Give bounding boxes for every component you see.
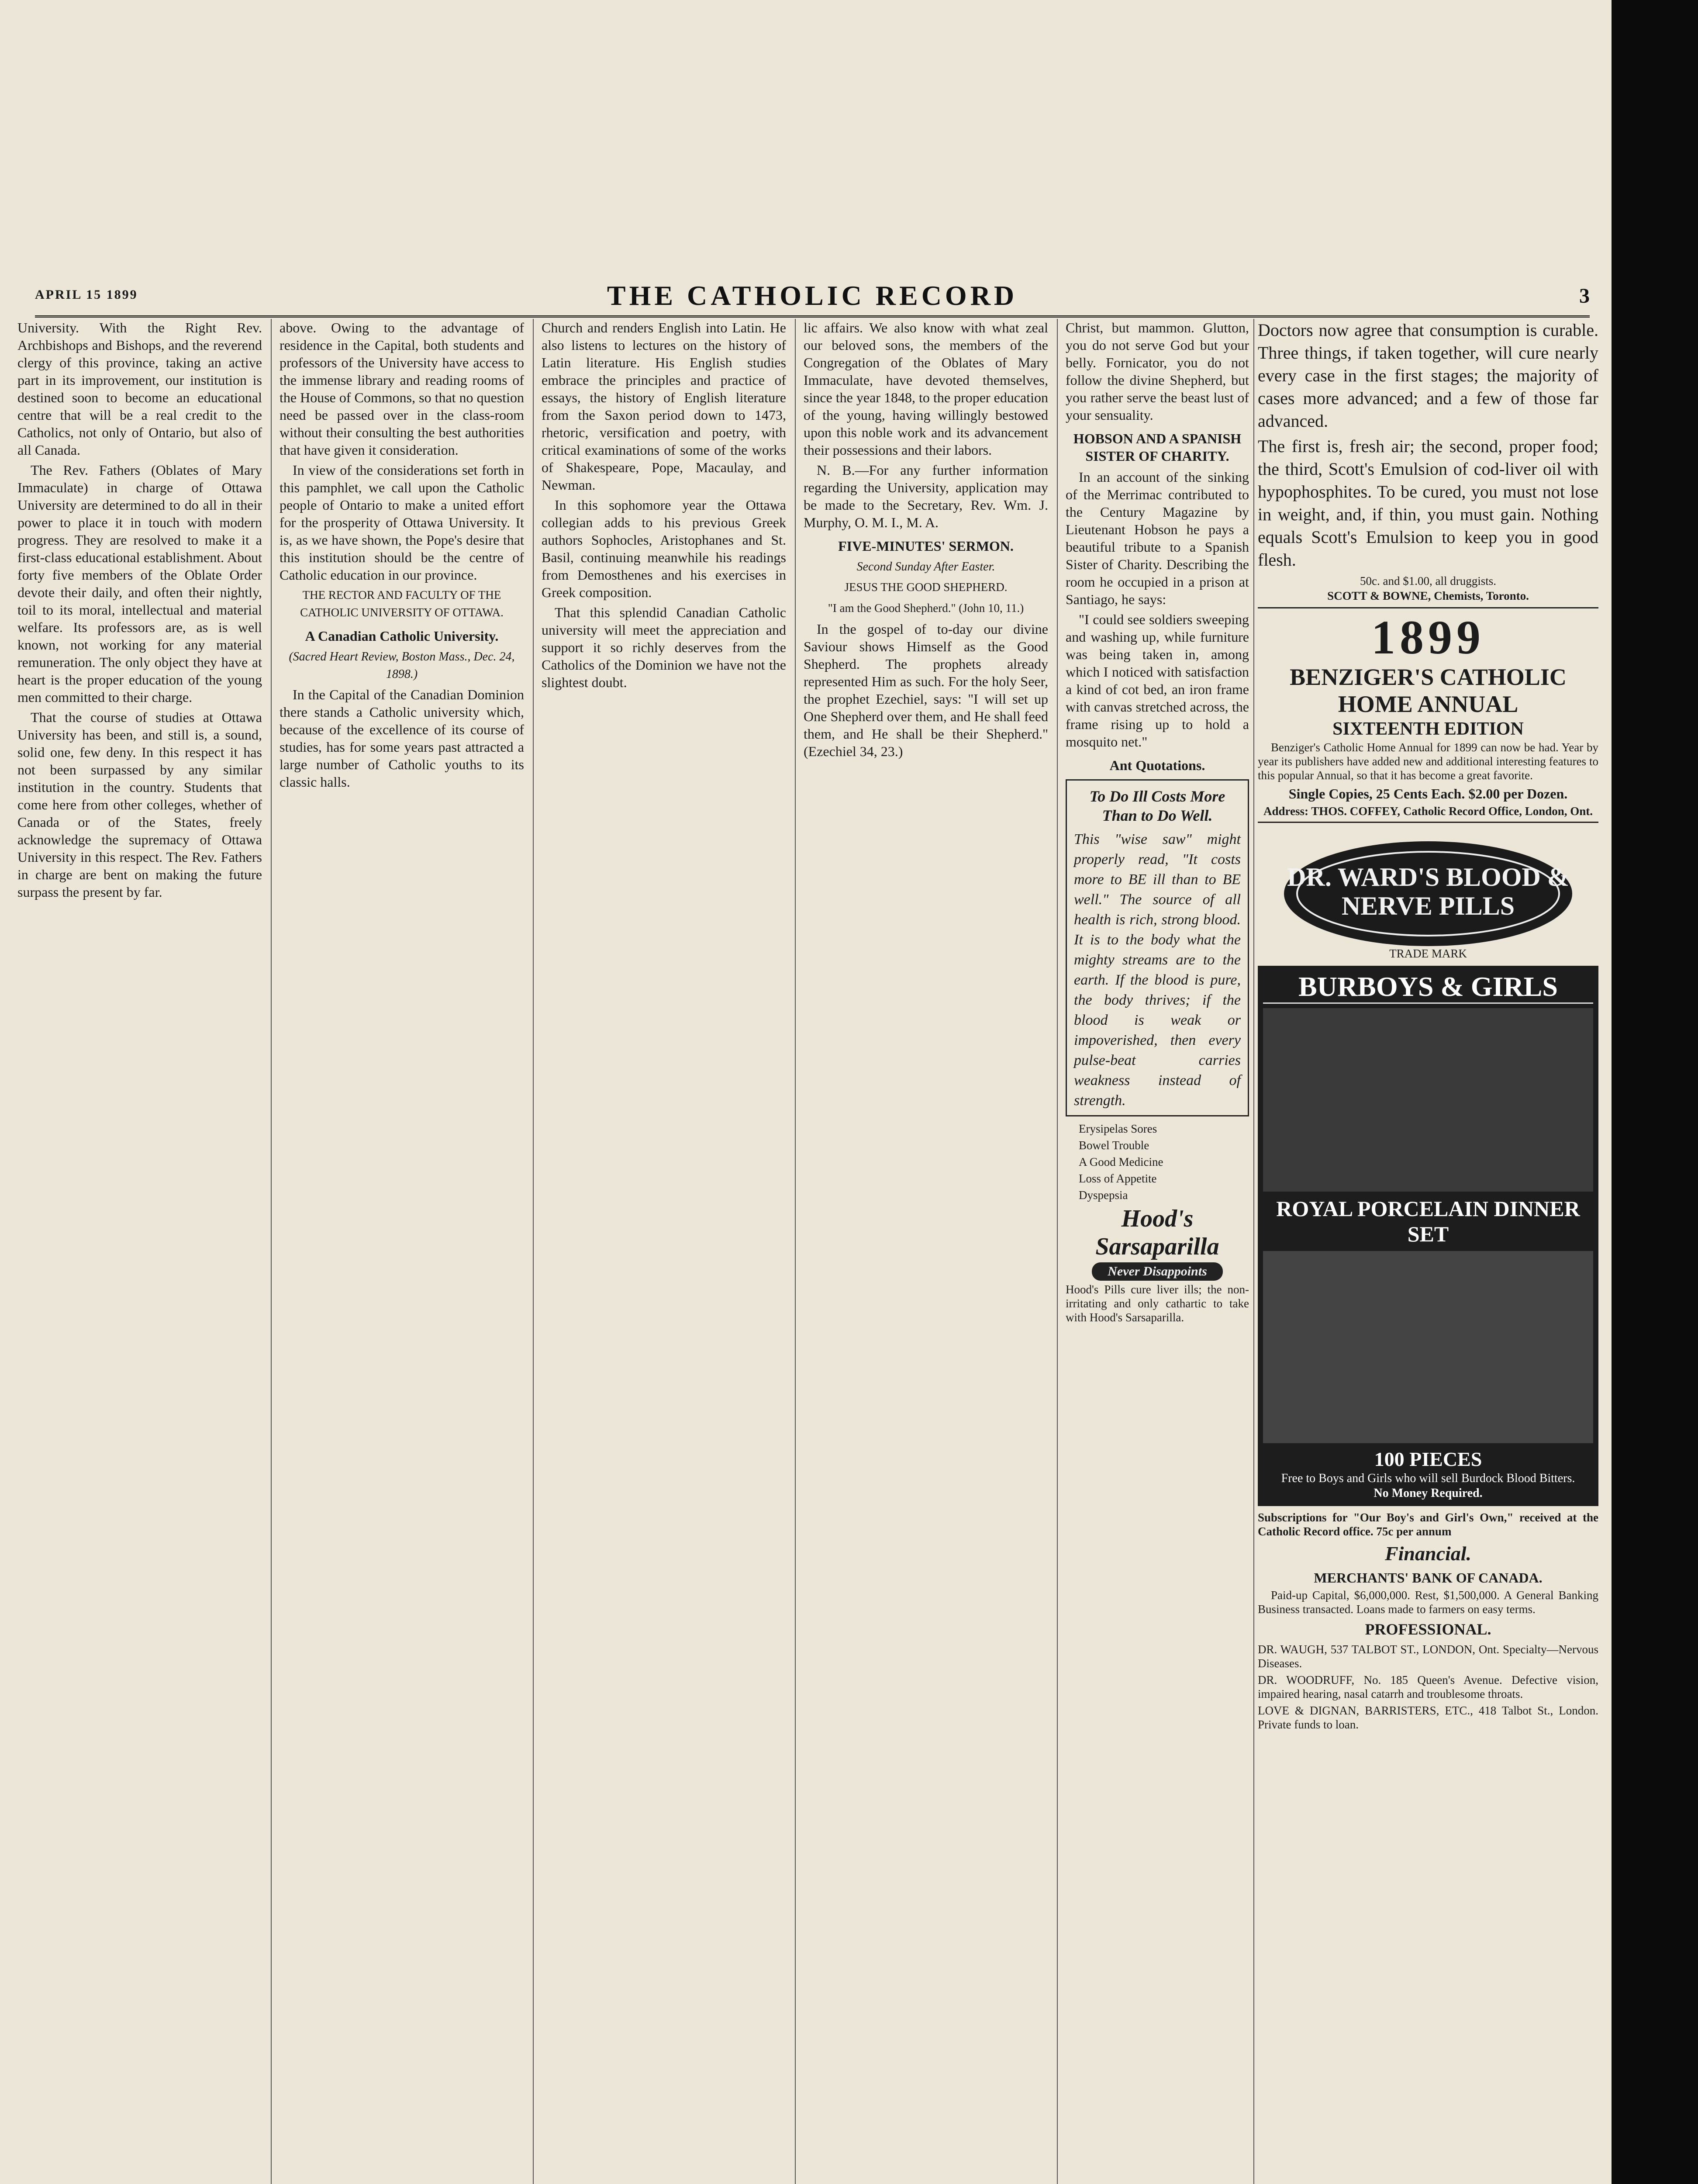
pills-trade-mark: TRADE MARK [1389, 947, 1467, 960]
ad-footnote: Hood's Pills cure liver ills; the non-irritating and only cathartic to take with Hood's Sarsaparilla. [1066, 1283, 1249, 1324]
testimonial-heading: Bowel Trouble [1079, 1139, 1149, 1152]
masthead-title: THE CATHOLIC RECORD [607, 280, 1018, 311]
article-paragraph: The Rev. Fathers (Oblates of Mary Immaculate) in charge of Ottawa University are determined to do all in their power to place it in touch with modern progress. They are resolved to make it a first-class educational establishment. About forty five members of the Oblate Order devote their daily, and often their nightly, toil to its moral, intellectual and material welfare. Its professors are, as is well known, not working for any material remuneration. The only object they have at heart is the proper education of the young men committed to their charge. [17, 462, 262, 705]
column-2 [280, 319, 524, 2184]
subscriptions-notice: Subscriptions for "Our Boy's and Girl's Own," received at the Catholic Record office. 75c per annum [1258, 1511, 1598, 1538]
article-paragraph: In an account of the sinking of the Merrimac contributed to the Century Magazine by Lieutenant Hobson he pays a beautiful tribute to a Spanish Sister of Charity. Describing the room he occupied in a prison at Santiago, he says: [1066, 469, 1249, 607]
column-3 [542, 319, 786, 2184]
bank-text: Paid-up Capital, $6,000,000. Rest, $1,500,000. A General Banking Business transacted. Loans made to farmers on easy terms. [1258, 1589, 1598, 1616]
dinner-set-dishes-illustration [1263, 1251, 1593, 1443]
scotts-emulsion-ad-lead: Doctors now agree that consumption is curable. Three things, if taken together, will cure nearly every case in the first stages; the majority of cases more advanced; and a few of those far advanced. [1258, 320, 1598, 431]
annual-edition: SIXTEENTH EDITION [1332, 719, 1524, 739]
article-signature: THE RECTOR AND FACULTY OF THE CATHOLIC UNIVERSITY OF OTTAWA. [300, 588, 504, 619]
professional-listing: LOVE & DIGNAN, BARRISTERS, ETC., 418 Talbot St., London. Private funds to loan. [1258, 1704, 1598, 1731]
dinner-set-title: ROYAL PORCELAIN DINNER SET [1276, 1196, 1580, 1246]
article-heading: FIVE-MINUTES' SERMON. [838, 538, 1014, 554]
professional-heading: PROFESSIONAL. [1365, 1621, 1491, 1638]
article-paragraph: above. Owing to the advantage of residence in the Capital, both students and professors of the University have access to the immense library and reading rooms of the House of Commons, so that no question need be passed over in the class-room without their consulting the best authorities that have given it consideration. [280, 320, 524, 458]
page-header [35, 280, 1590, 314]
dinner-set-illustration [1263, 1008, 1593, 1192]
scotts-emulsion-firm: SCOTT & BOWNE, Chemists, Toronto. [1327, 589, 1529, 602]
testimonial-heading: A Good Medicine [1079, 1155, 1163, 1168]
annual-address: Address: THOS. COFFEY, Catholic Record Office, London, Ont. [1263, 805, 1593, 818]
scripture-quote: "I am the Good Shepherd." (John 10, 11.) [828, 601, 1024, 615]
hoods-advertisement-box [1066, 779, 1249, 1116]
article-paragraph: In view of the considerations set forth in this pamphlet, we call upon the Catholic people of Ontario to make a united effort for the prosperity of Ottawa University. It is, as we have shown, the Pope's desire that this institution should be the centre of Catholic education in our province. [280, 462, 524, 583]
article-subheading: Second Sunday After Easter. [856, 560, 995, 574]
annual-price: Single Copies, 25 Cents Each. $2.00 per Dozen. [1288, 786, 1568, 802]
column-5 [1066, 319, 1249, 2184]
column-rule [533, 319, 534, 2184]
ad-heading: To Do Ill Costs More Than to Do Well. [1089, 788, 1225, 824]
annual-year: 1899 [1371, 611, 1485, 664]
column-4 [804, 319, 1048, 2184]
dinner-set-count: 100 PIECES [1374, 1448, 1482, 1470]
dinner-set-brand: BURBOYS & GIRLS [1263, 971, 1593, 1004]
testimonial-heading: Erysipelas Sores [1079, 1122, 1157, 1135]
column-rule [271, 319, 272, 2184]
article-subheading: JESUS THE GOOD SHEPHERD. [844, 581, 1008, 594]
article-paragraph: lic affairs. We also know with what zeal our beloved sons, the members of the Congregation of the Oblates of Mary Immaculate, have devoted themselves, since the year 1848, to the proper education of the young, having willingly bestowed upon this noble work and its advancement their possessions and their labors. [804, 320, 1048, 458]
benziger-annual-ad [1258, 607, 1598, 823]
page-number: 3 [1579, 284, 1590, 308]
article-paragraph: Church and renders English into Latin. He also listens to lectures on the history of Latin literature. His English studies embrace the principles and practice of essays, the history of English literature from the Saxon period down to 1473, rhetoric, versification and poetry, with critical examinations of some of the works of Shakespeare, Pope, Macaulay, and Newman. [542, 320, 786, 493]
header-rule [35, 315, 1590, 318]
column-rule [795, 319, 796, 2184]
testimonial-heading: Dyspepsia [1079, 1189, 1128, 1202]
professional-listing: DR. WOODRUFF, No. 185 Queen's Avenue. Defective vision, impaired hearing, nasal catarrh and troublesome throats. [1258, 1673, 1598, 1700]
dr-wards-pills-ad [1258, 828, 1598, 961]
article-heading: Ant Quotations. [1109, 757, 1205, 773]
article-quote: "I could see soldiers sweeping and washing up, while furniture was being taken in, among which I noticed with satisfaction a kind of cot bed, an iron frame with canvas stretched across, the frame rising up to hold a mosquito net." [1066, 612, 1249, 750]
scotts-emulsion-ad-body: The first is, fresh air; the second, proper food; the third, Scott's Emulsion of cod-liver oil with hypophosphites. To be cured, you must not lose in weight, and, if thin, you must gain. Nothing equals Scott's Emulsion to keep you in good flesh. [1258, 436, 1598, 570]
article-paragraph: In the Capital of the Canadian Dominion there stands a Catholic university which, because of the excellence of its course of studies, has for some years past attracted a large number of Catholic youths to its classic halls. [280, 687, 524, 790]
column-6 [1258, 319, 1598, 2184]
ad-body: This "wise saw" might properly read, "It costs more to BE ill than to BE well." The source of all health is rich, strong blood. It is to the body what the mighty streams are to the earth. If the blood is pure, the body thrives; if the blood is weak or impoverished, then every pulse-beat carries weakness instead of strength. [1074, 831, 1241, 1109]
article-paragraph: In the gospel of to-day our divine Saviour shows Himself as the Good Shepherd. The prophets already represented Him as such. For the holy Seer, the prophet Ezechiel, says: "I will set up One Shepherd over them, and He shall feed them, and He shall be their Shepherd." (Ezechiel 34, 23.) [804, 621, 1048, 759]
annual-description: Benziger's Catholic Home Annual for 1899 can now be had. Year by year its publishers have added new and additional interesting features to this popular Annual, so that it has become a great favorite. [1258, 741, 1598, 782]
scotts-emulsion-price: 50c. and $1.00, all druggists. [1360, 574, 1496, 587]
dinner-set-note: No Money Required. [1374, 1486, 1483, 1500]
dinner-set-ad [1258, 966, 1598, 1506]
dinner-set-text: Free to Boys and Girls who will sell Burdock Blood Bitters. [1281, 1472, 1575, 1485]
article-paragraph: That this splendid Canadian Catholic university will meet the appreciation and support it so richly deserves from the Catholics of the Dominion we have not the slightest doubt. [542, 605, 786, 690]
article-paragraph: That the course of studies at Ottawa University has been, and still is, a sound, solid one, few deny. In this respect it has not been surpassed by any similar institution in the country. Students that come here from other colleges, whether of Canada or of the States, freely acknowledge the supremacy of Ottawa University in this respect. The Rev. Fathers in charge are bent on making the future surpass the present by far. [17, 709, 262, 900]
column-rule [1057, 319, 1058, 2184]
article-heading: HOBSON AND A SPANISH SISTER OF CHARITY. [1073, 431, 1242, 464]
issue-date: APRIL 15 1899 [35, 287, 138, 302]
article-source: (Sacred Heart Review, Boston Mass., Dec. 24, 1898.) [289, 650, 515, 681]
article-note: N. B.—For any further information regarding the University, application may be made to the Secretary, Rev. Wm. J. Murphy, O. M. I., M. A. [804, 462, 1048, 530]
article-paragraph: In this sophomore year the Ottawa collegian adds to his previous Greek authors Sophocles, Aristophanes and St. Basil, continuing meanwhile his readings from Demosthenes and his exercises in Greek composition. [542, 497, 786, 600]
column-rule [1253, 319, 1254, 2184]
article-paragraph: Christ, but mammon. Glutton, you do not serve God but your belly. Fornicator, you do not follow the divine Shepherd, but you rather serve the beast lust of your sensuality. [1066, 320, 1249, 423]
annual-title: BENZIGER'S CATHOLIC HOME ANNUAL [1290, 664, 1567, 717]
professional-listing: DR. WAUGH, 537 TALBOT ST., LONDON, Ont. Specialty—Nervous Diseases. [1258, 1643, 1598, 1670]
hoods-sarsaparilla-logo: Hood's Sarsaparilla [1095, 1205, 1219, 1260]
article-paragraph: University. With the Right Rev. Archbishops and Bishops, and the reverend clergy of this province, taking an active part in its improvement, our institution is destined soon to become an educational centre that will be a real credit to the Catholics, not only of Ontario, but also of all Canada. [17, 320, 262, 458]
article-heading: A Canadian Catholic University. [305, 628, 499, 644]
testimonial-heading: Loss of Appetite [1079, 1172, 1157, 1185]
bank-name: MERCHANTS' BANK OF CANADA. [1314, 1570, 1543, 1586]
hoods-slogan: Never Disappoints [1092, 1262, 1223, 1281]
pills-ad-text: DR. WARD'S BLOOD & NERVE PILLS [1287, 863, 1569, 920]
financial-heading: Financial. [1384, 1542, 1472, 1565]
column-1 [17, 319, 262, 2184]
